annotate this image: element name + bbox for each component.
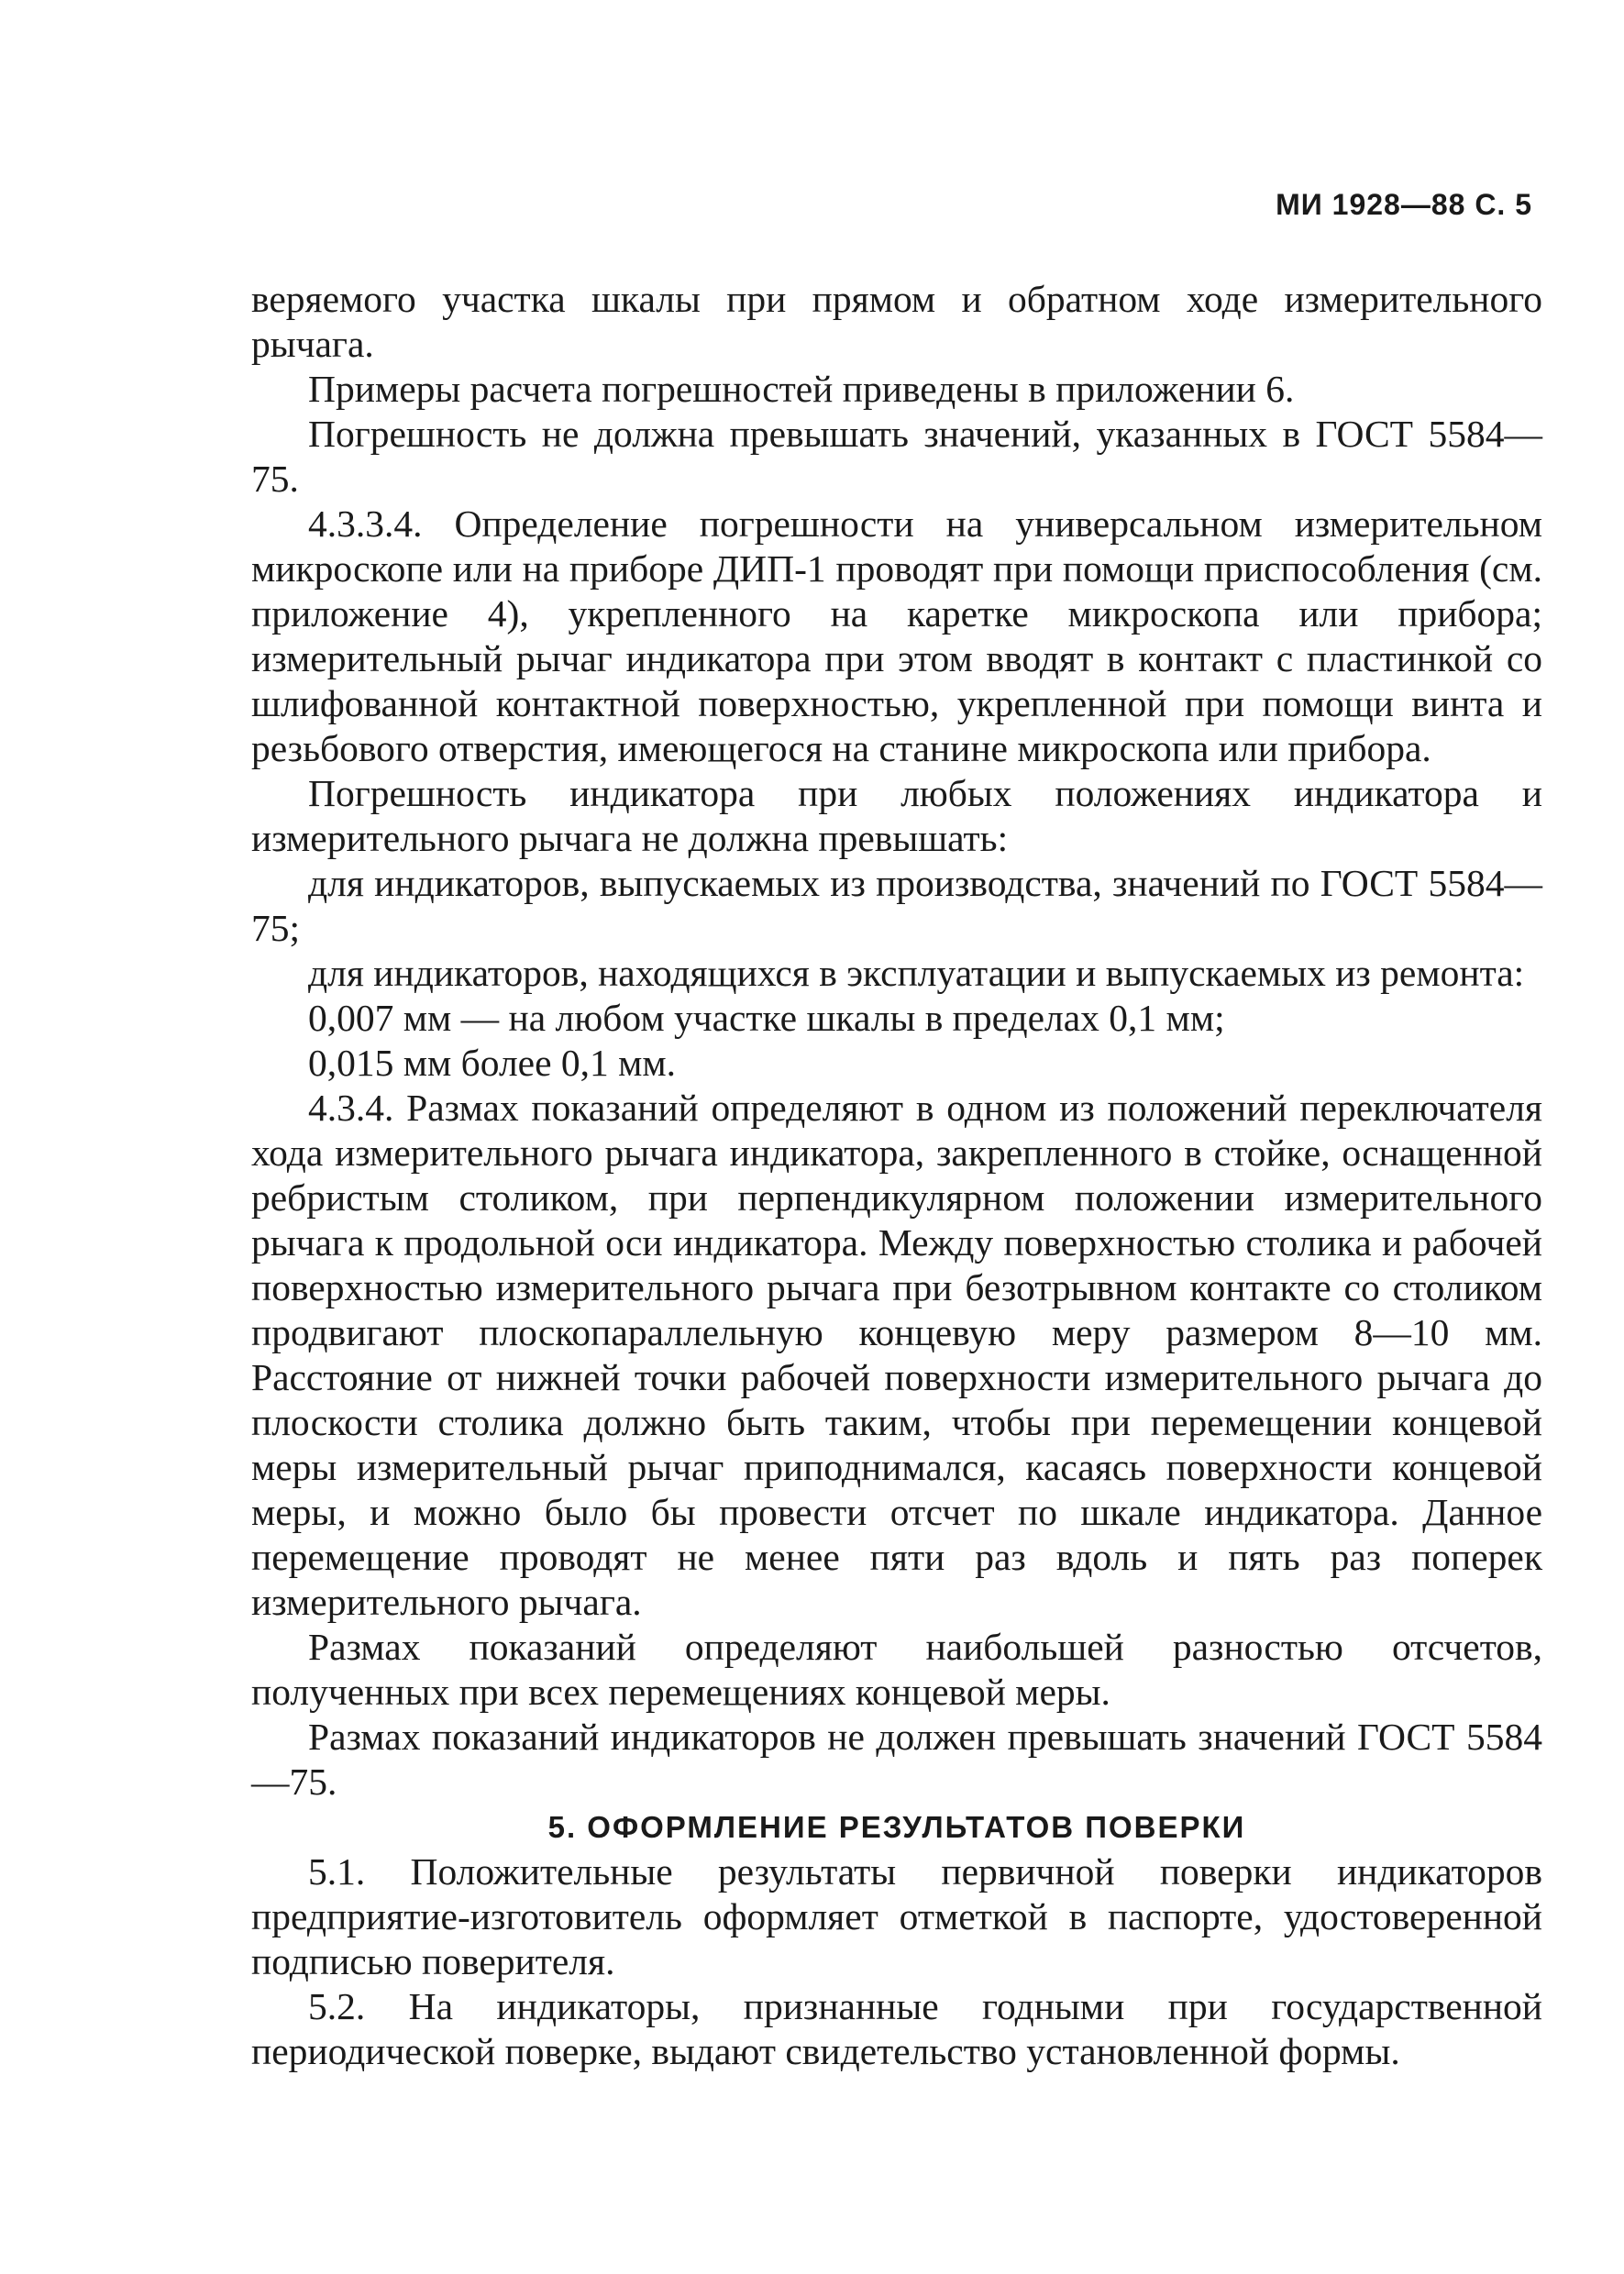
paragraph: 4.3.3.4. Определение погрешности на универсальном измерительном микроскопе или на приборе ДИП-1 проводят при помощи приспособления (см. приложение 4), укрепленного на каретке микроскопа или прибора; измерительный рычаг индикатора при этом вводят в контакт с пластинкой со шлифованной контактной поверхностью, укрепленной при помощи винта и резьбового отверстия, имеющегося на станине микроскопа или прибора.: [251, 502, 1542, 769]
paragraph: Примеры расчета погрешностей приведены в приложении 6.: [308, 368, 1295, 410]
paragraph: для индикаторов, находящихся в эксплуатации и выпускаемых из ремонта:: [308, 952, 1525, 994]
paragraph: Погрешность не должна превышать значений, указанных в ГОСТ 5584—75.: [251, 413, 1542, 500]
section-title: 5. ОФОРМЛЕНИЕ РЕЗУЛЬТАТОВ ПОВЕРКИ: [547, 1810, 1246, 1844]
paragraph: 5.2. На индикаторы, признанные годными при государственной периодической поверке, выдают свидетельство установленной формы.: [251, 1985, 1542, 2072]
paragraph: веряемого участка шкалы при прямом и обратном ходе измерительного рычага.: [251, 278, 1542, 365]
paragraph: Размах показаний индикаторов не должен превышать значений ГОСТ 5584—75.: [251, 1716, 1542, 1803]
paragraph: 4.3.4. Размах показаний определяют в одном из положений переключателя хода измерительного рычага индикатора, закрепленного в стойке, оснащенной ребристым столиком, при перпендикулярном положении измерительного рычага к продольной оси индикатора. Между поверхностью столика и рабочей поверхностью измерительного рычага при безотрывном контакте со столиком продвигают плоскопараллельную концевую меру размером 8—10 мм. Расстояние от нижней точки рабочей поверхности измерительного рычага до плоскости столика должно быть таким, чтобы при перемещении концевой меры измерительный рычаг приподнимался, касаясь поверхности концевой меры, и можно было бы провести отсчет по шкале индикатора. Данное перемещение проводят не менее пяти раз вдоль и пять раз поперек измерительного рычага.: [251, 1087, 1542, 1623]
paragraph: Погрешность индикатора при любых положениях индикатора и измерительного рычага не должна превышать:: [251, 772, 1542, 859]
paragraph: для индикаторов, выпускаемых из производства, значений по ГОСТ 5584—75;: [251, 862, 1542, 949]
document-body: [251, 277, 1542, 2074]
paragraph: 5.1. Положительные результаты первичной поверки индикаторов предприятие-изготовитель оформляет отметкой в паспорте, удостоверенной подписью поверителя.: [251, 1850, 1542, 1982]
paragraph: 0,015 мм более 0,1 мм.: [308, 1042, 677, 1084]
paragraph: Размах показаний определяют наибольшей разностью отсчетов, полученных при всех перемещениях концевой меры.: [251, 1626, 1542, 1713]
page-header: МИ 1928—88 С. 5: [1276, 188, 1532, 221]
paragraph: 0,007 мм — на любом участке шкалы в пределах 0,1 мм;: [308, 997, 1225, 1039]
